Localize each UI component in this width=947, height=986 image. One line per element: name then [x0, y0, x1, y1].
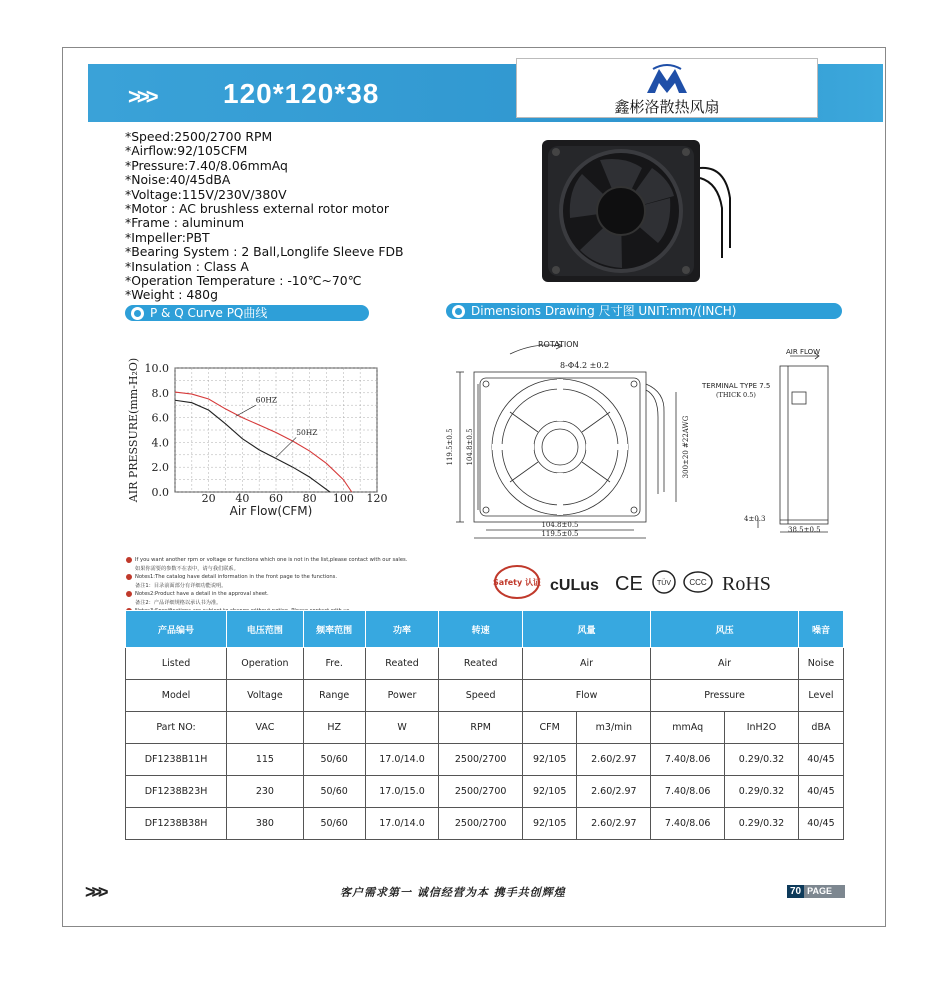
y-tick-label: 10.0 [144, 362, 169, 375]
series-line-50hz [175, 400, 330, 492]
rotation-label: ROTATION [538, 340, 579, 349]
table-cell: 7.40/8.06 [651, 776, 725, 808]
table-row [126, 680, 844, 712]
table-cell: 380 [227, 808, 304, 840]
page-number-badge [787, 885, 845, 898]
note-line: 备注2：产品详细规格以承认书为准。 [135, 599, 222, 606]
table-header-cell: 转速 [439, 611, 522, 648]
x-tick-label: 80 [302, 492, 317, 505]
spec-item: *Motor : AC brushless external rotor motor [125, 201, 389, 217]
x-tick-label: 100 [332, 492, 354, 505]
spec-item: *Bearing System : 2 Ball,Longlife Sleeve FDB [125, 244, 404, 260]
y-tick-label: 0.0 [151, 486, 169, 499]
note-line: Notes2:Product have a detail in the approval sheet. [126, 590, 407, 599]
thickness-label: (THICK 0.5) [716, 391, 756, 399]
table-header-row [126, 611, 844, 648]
table-header-cell: 噪音 [798, 611, 843, 648]
table-row [126, 648, 844, 680]
table-cell: VAC [227, 712, 304, 744]
table-cell: 2.60/2.97 [577, 808, 651, 840]
table-cell: 40/45 [798, 808, 843, 840]
x-tick-label: 40 [235, 492, 250, 505]
page-title: 120*120*38 [223, 78, 380, 109]
note-line: 如果你需要的参数不在表中，请与我们联系。 [135, 565, 239, 572]
table-cell: 2500/2700 [439, 744, 522, 776]
table-cell: Noise [798, 648, 843, 680]
spec-item: *Operation Temperature : -10℃~70℃ [125, 273, 362, 289]
table-cell: Air [522, 648, 650, 680]
table-cell: Air [651, 648, 799, 680]
spec-item: *Speed:2500/2700 RPM [125, 129, 273, 144]
rohs-mark-icon: RoHS [722, 573, 771, 595]
svg-text:CCC: CCC [689, 578, 707, 587]
width-inner-label: 104.8±0.5 [541, 521, 579, 529]
ul-mark-icon: cULus [550, 577, 599, 594]
table-cell: Pressure [651, 680, 799, 712]
x-tick-label: 60 [269, 492, 283, 505]
y-axis-label: AIR PRESSURE(mm-H₂O) [127, 357, 140, 503]
tuv-mark-icon [653, 571, 675, 593]
table-cell: RPM [439, 712, 522, 744]
table-row [126, 744, 844, 776]
pq-chart [125, 352, 395, 522]
arrows-icon: >>> [128, 84, 155, 109]
page-number: 70 [787, 885, 804, 898]
company-name: 鑫彬洛散热风扇 [614, 98, 720, 116]
table-cell: 115 [227, 744, 304, 776]
airflow-label: AIR FLOW [786, 348, 821, 356]
table-cell: 2.60/2.97 [577, 744, 651, 776]
table-cell: DF1238B38H [126, 808, 227, 840]
table-cell: 7.40/8.06 [651, 808, 725, 840]
table-cell: 7.40/8.06 [651, 744, 725, 776]
table-cell: 2500/2700 [439, 776, 522, 808]
table-row [126, 808, 844, 840]
table-cell: HZ [303, 712, 365, 744]
note-line: Notes1:The catalog have detail information in the front page to the functions. [126, 573, 407, 582]
note-line: 备注1：目录前面部分有详细功能说明。 [135, 582, 227, 589]
x-tick-label: 120 [366, 492, 388, 505]
series-label: 60HZ [255, 395, 278, 405]
table-cell: Fre. [303, 648, 365, 680]
table-cell: 92/105 [522, 808, 577, 840]
table-cell: 17.0/15.0 [365, 776, 439, 808]
table-cell: Reated [365, 648, 439, 680]
table-cell: Listed [126, 648, 227, 680]
dimensions-header: Dimensions Drawing 尺寸图 UNIT:mm/(INCH) [446, 303, 842, 319]
table-cell: Operation [227, 648, 304, 680]
spec-item: *Noise:40/45dBA [125, 172, 231, 188]
table-cell: Power [365, 680, 439, 712]
ccc-mark-icon [684, 572, 712, 592]
y-tick-label: 8.0 [151, 386, 169, 400]
table-cell: 0.29/0.32 [725, 776, 799, 808]
table-header-cell: 产品编号 [126, 611, 227, 648]
table-header-cell: 电压范围 [227, 611, 304, 648]
table-cell: m3/min [577, 712, 651, 744]
table-cell: W [365, 712, 439, 744]
table-row [126, 712, 844, 744]
ce-mark-icon: CE [615, 573, 643, 595]
table-cell: mmAq [651, 712, 725, 744]
y-tick-label: 2.0 [151, 461, 169, 475]
table-cell: 230 [227, 776, 304, 808]
table-cell: 2500/2700 [439, 808, 522, 840]
safety-mark-icon [493, 566, 541, 598]
holes-label: 8-Φ4.2 ±0.2 [560, 361, 610, 370]
spec-item: *Impeller:PBT [125, 229, 210, 245]
table-cell: 0.29/0.32 [725, 808, 799, 840]
table-cell: 17.0/14.0 [365, 808, 439, 840]
series-label-leader [276, 437, 296, 457]
table-cell: 2.60/2.97 [577, 776, 651, 808]
table-row [126, 776, 844, 808]
series-label: 50HZ [296, 427, 318, 437]
table-cell: Voltage [227, 680, 304, 712]
x-tick-label: 20 [201, 492, 216, 505]
table-cell: Model [126, 680, 227, 712]
logo-mark-icon [645, 63, 689, 95]
dimension-drawing [440, 332, 840, 542]
note-line: If you want another rpm or voltage or functions which one is not in the list,please contact with our sales. [126, 556, 407, 565]
table-cell: DF1238B23H [126, 776, 227, 808]
fan-symbol-icon [131, 307, 144, 320]
table-cell: 50/60 [303, 808, 365, 840]
certification-marks [490, 560, 850, 604]
table-cell: DF1238B11H [126, 744, 227, 776]
table-cell: 17.0/14.0 [365, 744, 439, 776]
note-bullet-icon [126, 574, 132, 580]
table-header-cell: 风压 [651, 611, 799, 648]
spec-table [125, 610, 844, 840]
spec-item: *Insulation : Class A [125, 258, 249, 274]
y-tick-label: 6.0 [151, 411, 169, 425]
height-inner-label: 104.8±0.5 [466, 428, 474, 466]
table-header-cell: 频率范围 [303, 611, 365, 648]
pq-curve-header: P & Q Curve PQ曲线 [125, 305, 369, 321]
table-header-cell: 功率 [365, 611, 439, 648]
note-bullet-icon [126, 557, 132, 563]
footer-slogan: 客户需求第一 诚信经营为本 携手共创辉煌 [340, 886, 566, 899]
spec-item: *Airflow:92/105CFM [125, 143, 248, 159]
spec-list [125, 130, 404, 303]
table-cell: Part NO: [126, 712, 227, 744]
table-cell: Speed [439, 680, 522, 712]
spec-item: *Pressure:7.40/8.06mmAq [125, 157, 288, 173]
table-header-cell: 风量 [522, 611, 650, 648]
spec-item: *Voltage:115V/230V/380V [125, 186, 287, 202]
table-cell: 40/45 [798, 744, 843, 776]
svg-text:Safety 认证: Safety 认证 [493, 578, 541, 587]
table-cell: 50/60 [303, 744, 365, 776]
table-cell: 0.29/0.32 [725, 744, 799, 776]
terminal-label: TERMINAL TYPE 7.5 [702, 382, 771, 390]
spec-item: *Weight : 480g [125, 287, 218, 303]
table-cell: 40/45 [798, 776, 843, 808]
table-cell: CFM [522, 712, 577, 744]
note-bullet-icon [126, 591, 132, 597]
table-cell: 92/105 [522, 744, 577, 776]
table-cell: Flow [522, 680, 650, 712]
series-label-leader [236, 405, 256, 416]
page-label: PAGE [807, 886, 832, 896]
side-offset-label: 4±0.3 [744, 515, 766, 523]
footer-arrows-icon: >>> [85, 882, 105, 902]
x-axis-label: Air Flow(CFM) [229, 504, 313, 518]
y-tick-label: 4.0 [151, 436, 169, 450]
height-outer-label: 119.5±0.5 [446, 428, 454, 466]
table-cell: 50/60 [303, 776, 365, 808]
table-cell: Range [303, 680, 365, 712]
fan-symbol-icon [452, 305, 465, 318]
fan-photo [540, 138, 745, 288]
table-cell: InH2O [725, 712, 799, 744]
spec-item: *Frame : aluminum [125, 215, 245, 231]
svg-text:TÜV: TÜV [657, 580, 671, 587]
side-depth-label: 38.5±0.5 [788, 526, 821, 534]
company-logo [516, 58, 818, 118]
table-cell: Reated [439, 648, 522, 680]
table-cell: Level [798, 680, 843, 712]
lead-wire-label: 300±20 #22AWG [682, 415, 690, 479]
table-cell: 92/105 [522, 776, 577, 808]
table-cell: dBA [798, 712, 843, 744]
width-outer-label: 119.5±0.5 [541, 530, 579, 538]
